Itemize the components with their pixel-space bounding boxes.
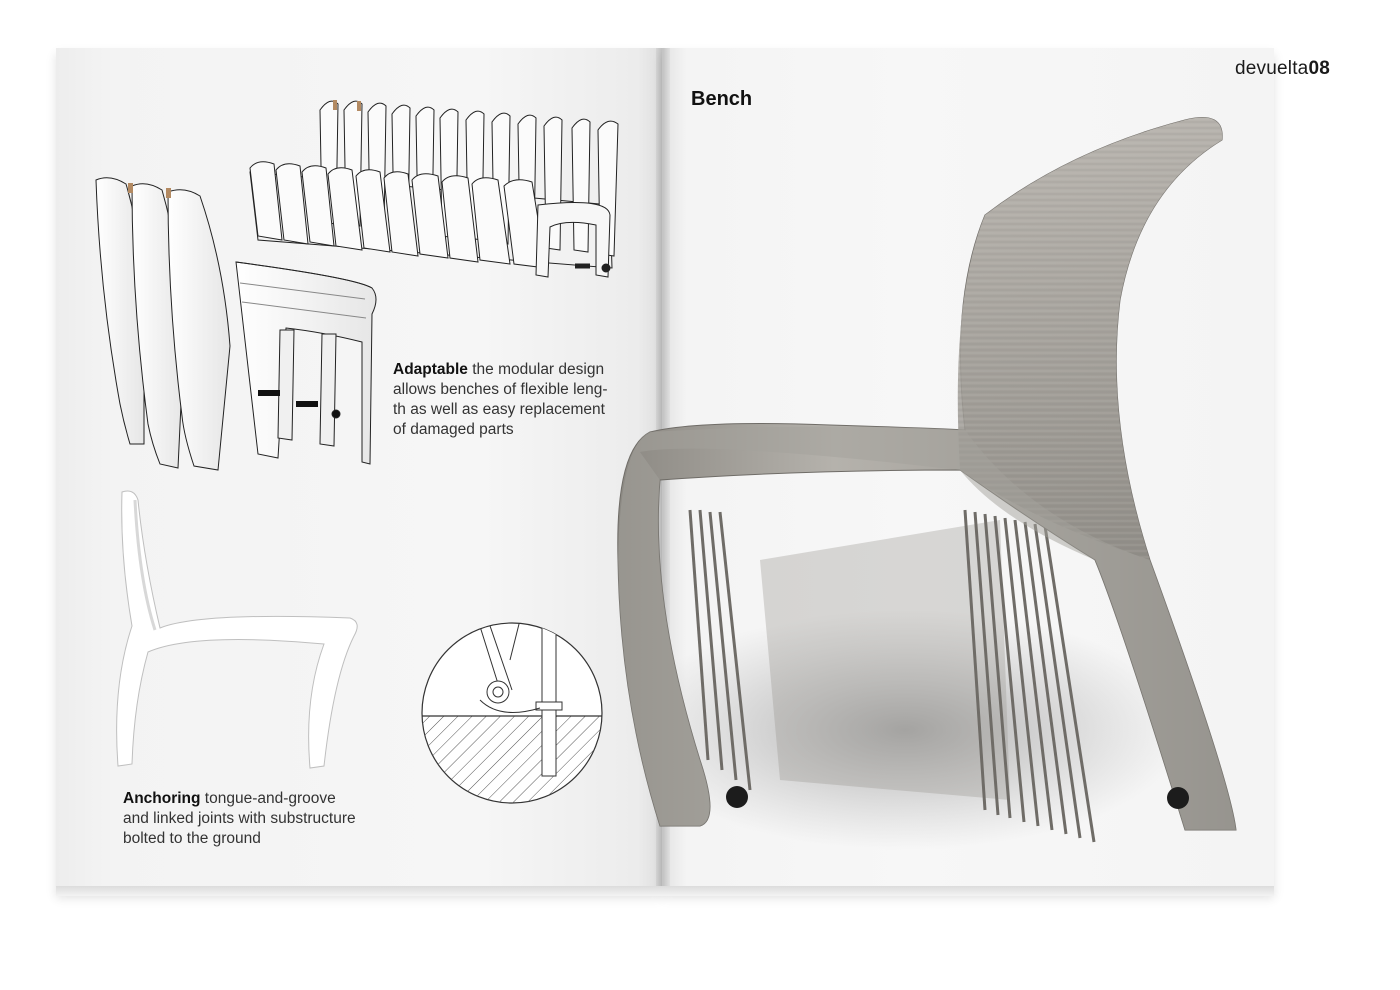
caption-line: the modular design [467,361,605,378]
brand-name: devuelta [1235,58,1309,79]
adaptable-caption [393,360,643,440]
concrete-bench-render [618,118,1236,851]
adaptable-heading: Adaptable [393,361,468,378]
page-title: Bench [691,88,753,110]
caption-line: of damaged parts [393,421,514,438]
single-module-render [117,491,358,768]
anchoring-heading: Anchoring [123,790,201,807]
caption-line: th as well as easy replacement [393,401,605,418]
caption-line: allows benches of flexible leng- [393,381,608,398]
anchoring-caption [123,789,393,849]
caption-line: tongue-and-groove [200,790,336,807]
anchoring-detail-drawing [420,620,610,816]
page-number: 08 [1308,58,1330,79]
caption-line: bolted to the ground [123,830,261,847]
brand-page-number [1235,58,1330,80]
modular-bench-render [250,100,618,277]
caption-line: and linked joints with substructure [123,810,356,827]
